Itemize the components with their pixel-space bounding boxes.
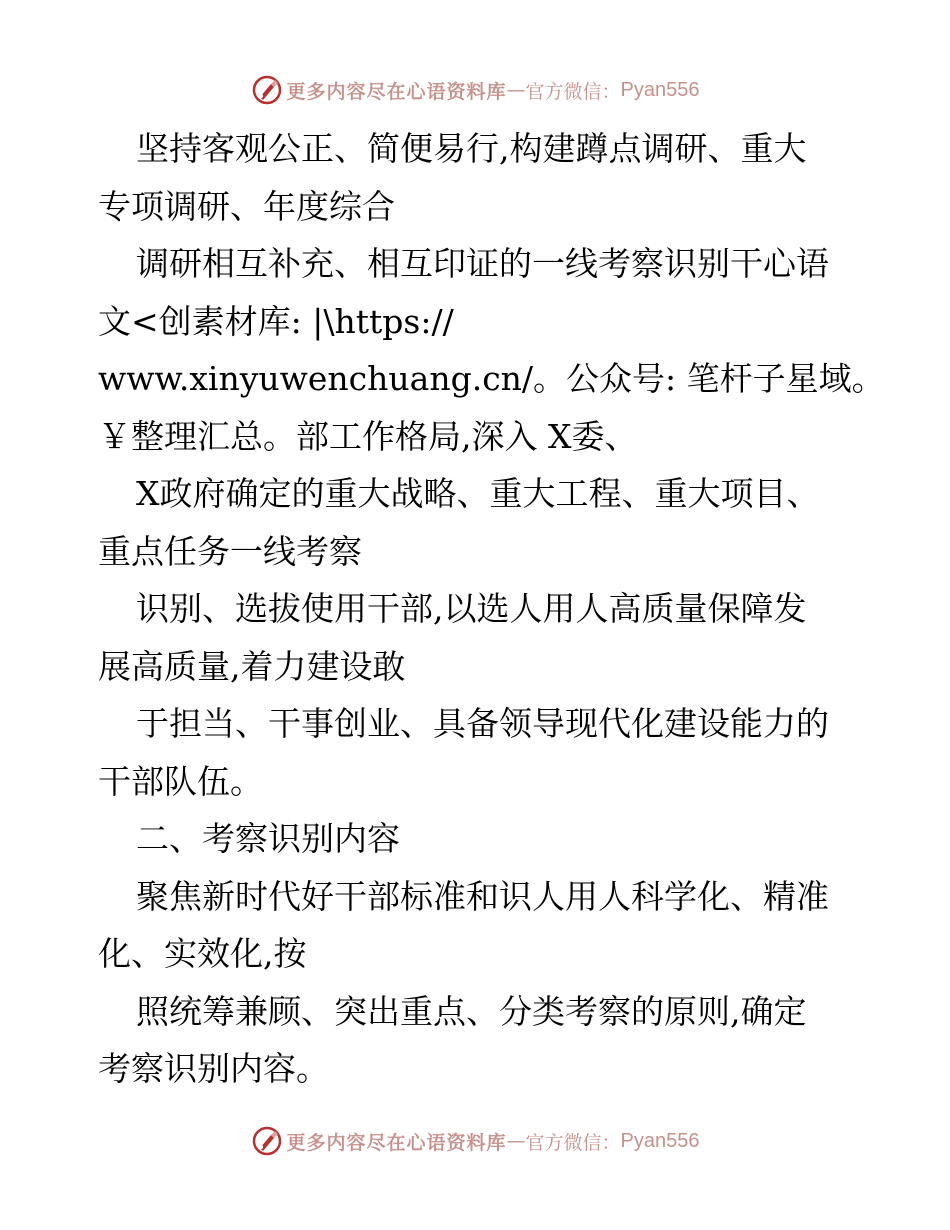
body-line: 考察识别内容。 [98,1049,329,1088]
header-brand-text: 更多内容尽在心语资料库 [286,80,507,103]
footer-dash: — [506,1130,526,1152]
footer-wechat-id: Pyan556 [620,1129,700,1152]
footer-brand-text: 更多内容尽在心语资料库 [286,1131,507,1154]
header-banner [0,70,950,110]
footer-wechat-label: 官方微信： [525,1131,621,1154]
footer-banner [0,1121,950,1161]
header-wechat-id: Pyan556 [620,78,700,101]
body-line: 于担当、干事创业、具备领导现代化建设能力的 [136,704,829,743]
body-line: X政府确定的重大战略、重大工程、重大项目、 [136,474,820,513]
pen-logo-icon [251,1125,283,1157]
body-line: 展高质量,着力建设敢 [98,646,406,686]
document-body [98,120,885,1098]
body-line: ￥整理汇总。部工作格局,深入 X委、 [98,416,638,456]
body-line: 聚焦新时代好干部标准和识人用人科学化、精准 [136,876,829,916]
header-dash: — [506,79,526,101]
header-wechat-label: 官方微信： [525,80,621,103]
body-line: 坚持客观公正、简便易行,构建蹲点调研、重大 [136,129,807,168]
body-line: 照统筹兼顾、突出重点、分类考察的原则,确定 [136,991,807,1031]
body-line: 识别、选拔使用干部,以选人用人高质量保障发 [136,589,807,628]
body-line: 重点任务一线考察 [98,531,362,571]
body-line: www.xinyuwenchuang.cn/。公众号: 笔杆子星域。 [98,359,885,398]
body-line: 化、实效化,按 [98,934,307,973]
section-heading: 二、考察识别内容 [136,819,400,858]
body-line: 调研相互补充、相互印证的一线考察识别干心语 [136,244,829,283]
body-line: 干部队伍。 [98,761,263,801]
body-line: 文<创素材库: |\https:// [98,301,454,341]
body-line: 专项调研、年度综合 [98,186,395,226]
pen-logo-icon [251,74,283,106]
